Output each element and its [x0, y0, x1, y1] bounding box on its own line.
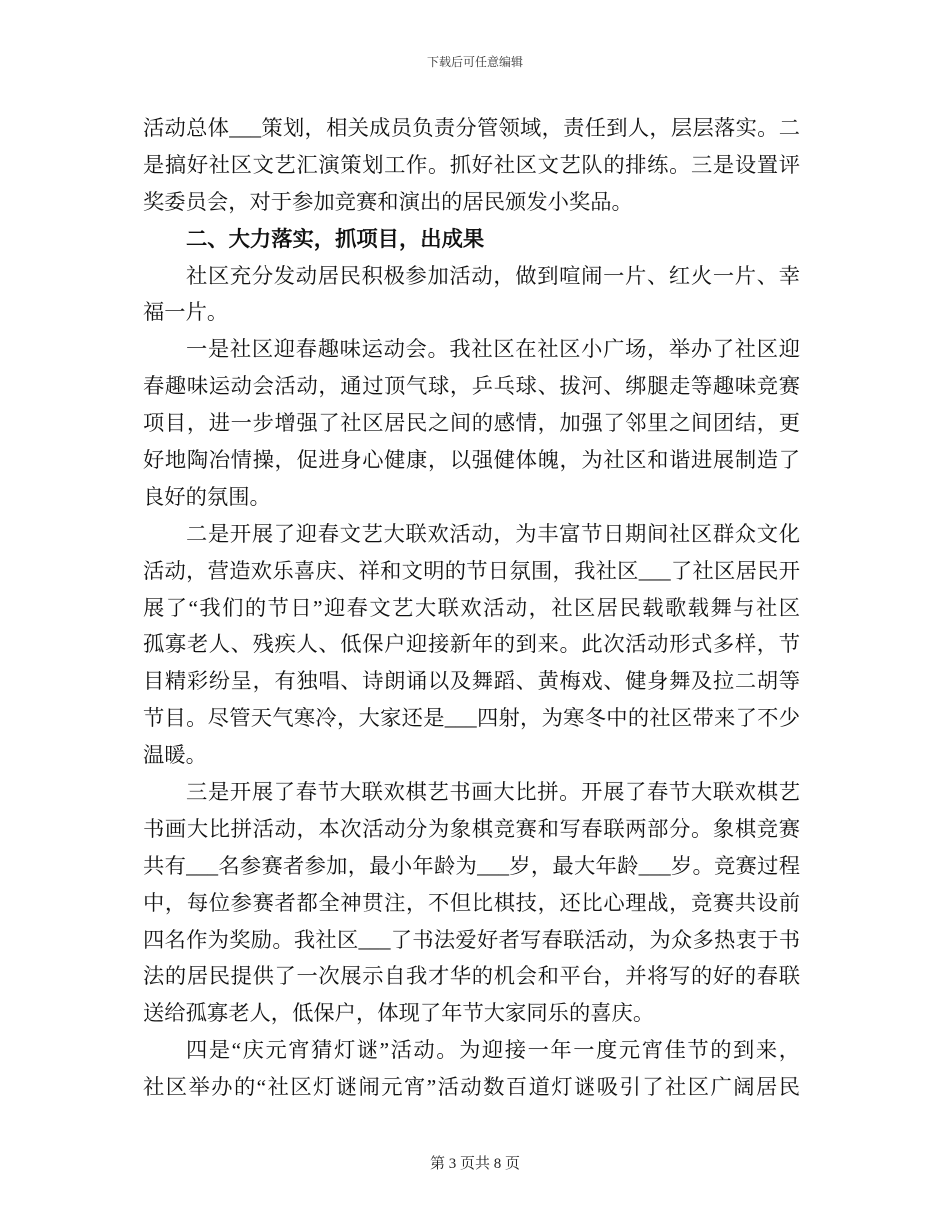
body-text-line: 好地陶冶情操，促进身心健康，以强健体魄，为社区和谐进展制造了	[143, 448, 800, 473]
body-text-line: 送给孤寡老人，低保户，体现了年节大家同乐的喜庆。	[143, 1001, 655, 1026]
body-text-line: 活动总体___策划，相关成员负责分管领域，责任到人，层层落实。二	[143, 116, 800, 140]
paragraph-lantern-riddles	[143, 1032, 800, 1106]
paragraph-arts-gala	[143, 516, 800, 774]
body-text-line: 目精彩纷呈，有独唱、诗朗诵以及舞蹈、黄梅戏、健身舞及拉二胡等	[143, 669, 800, 694]
body-text-line: 温暖。	[143, 743, 207, 768]
body-text-line: 奖委员会，对于参加竞赛和演出的居民颁发小奖品。	[143, 189, 633, 214]
paragraph-sports-meet	[143, 331, 800, 515]
section-heading: 二、大力落实，抓项目，出成果	[186, 226, 485, 251]
paragraph-chess-calligraphy	[143, 774, 800, 1032]
body-text-line: 一是社区迎春趣味运动会。我社区在社区小广场，举办了社区迎	[186, 337, 800, 362]
paragraph-organization	[143, 110, 800, 221]
body-text-line: 法的居民提供了一次展示自我才华的机会和平台，并将写的好的春联	[143, 964, 800, 989]
body-text-line: 活动，营造欢乐喜庆、祥和文明的节日氛围，我社区___了社区居民开	[143, 558, 800, 583]
body-text-line: 共有___名参赛者参加，最小年龄为___岁，最大年龄___岁。竞赛过程	[143, 853, 800, 878]
document-body	[143, 110, 800, 1106]
body-text-line: 四名作为奖励。我社区___了书法爱好者写春联活动，为众多热衷于书	[143, 927, 800, 952]
body-text-line: 福一片。	[143, 300, 229, 325]
body-text-line: 孤寡老人、残疾人、低保户迎接新年的到来。此次活动形式多样，节	[143, 632, 800, 657]
body-text-line: 社区充分发动居民积极参加活动，做到喧闹一片、红火一片、幸	[186, 263, 800, 288]
page-header: 下载后可任意编辑	[426, 55, 523, 69]
body-text-line: 项目，进一步增强了社区居民之间的感情，加强了邻里之间团结，更	[143, 411, 800, 436]
paragraph-overview	[143, 258, 800, 332]
body-text-line: 社区举办的“社区灯谜闹元宵”活动数百道灯谜吸引了社区广阔居民	[143, 1075, 800, 1100]
body-text-line: 中，每位参赛者都全神贯注，不但比棋技，还比心理战，竞赛共设前	[143, 890, 800, 915]
body-text-line: 四是“庆元宵猜灯谜”活动。为迎接一年一度元宵佳节的到来，	[186, 1038, 800, 1063]
body-text-line: 三是开展了春节大联欢棋艺书画大比拼。开展了春节大联欢棋艺	[186, 780, 800, 805]
body-text-line: 二是开展了迎春文艺大联欢活动，为丰富节日期间社区群众文化	[186, 521, 800, 546]
body-text-line: 节目。尽管天气寒冷，大家还是___四射，为寒冬中的社区带来了不少	[143, 706, 800, 731]
page-number: 第 3 页共 8 页	[429, 1156, 520, 1172]
body-text-line: 是搞好社区文艺汇演策划工作。抓好社区文艺队的排练。三是设置评	[143, 152, 800, 177]
body-text-line: 春趣味运动会活动，通过顶气球，乒乓球、拔河、绑腿走等趣味竞赛	[143, 374, 800, 399]
body-text-line: 书画大比拼活动，本次活动分为象棋竞赛和写春联两部分。象棋竞赛	[143, 816, 800, 841]
body-text-line: 展了“我们的节日”迎春文艺大联欢活动，社区居民载歌载舞与社区	[143, 595, 800, 620]
body-text-line: 良好的氛围。	[143, 484, 271, 509]
